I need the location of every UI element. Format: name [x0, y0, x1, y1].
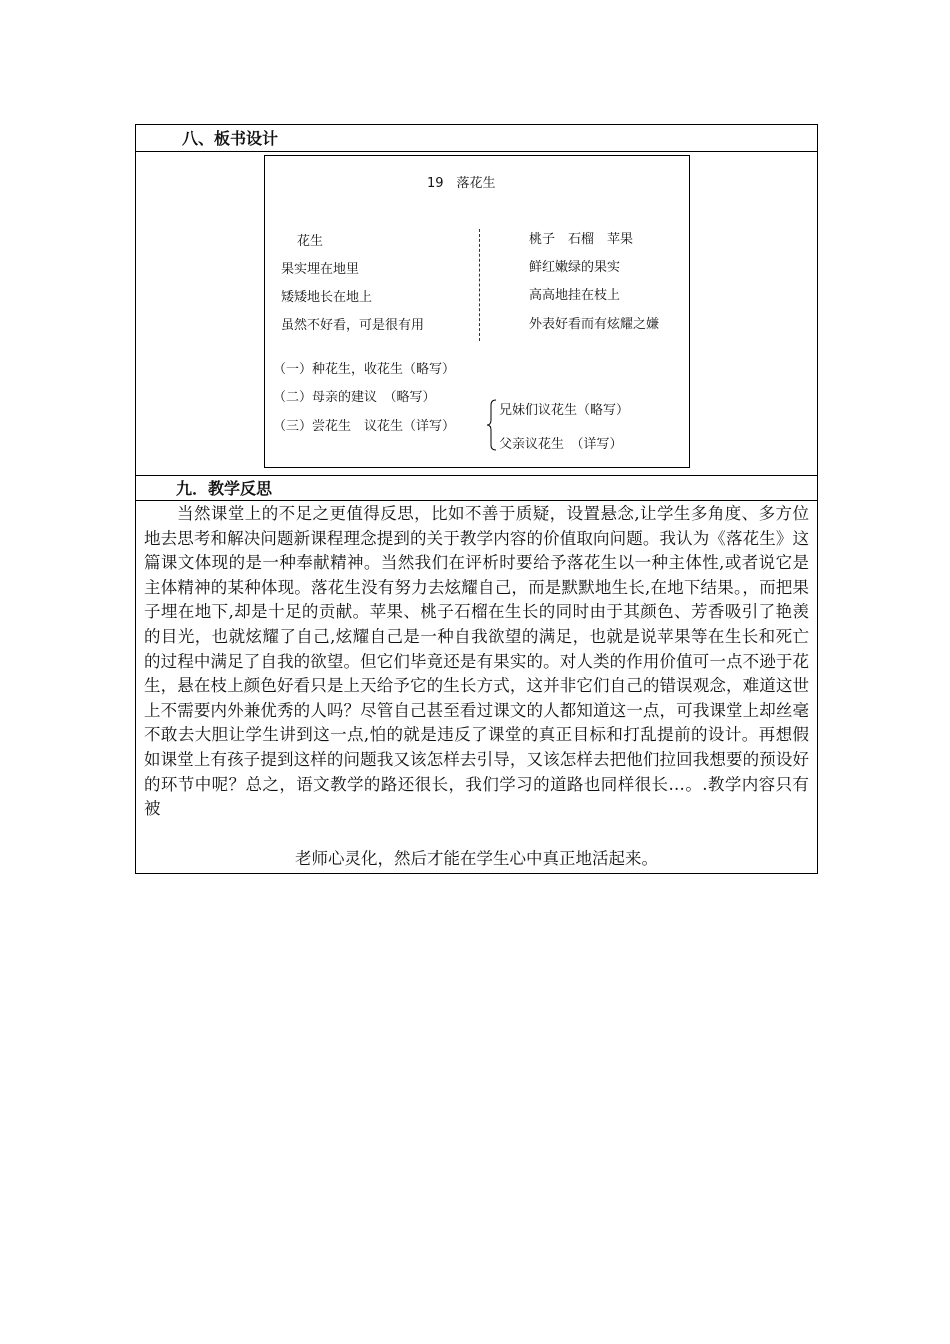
section8-header-divider	[136, 151, 817, 152]
section9-header-divider	[136, 500, 817, 501]
board-part: （二）母亲的建议 （略写）	[273, 390, 436, 405]
lesson-plan-table	[135, 124, 818, 874]
board-title: 19 落花生	[427, 176, 496, 191]
board-part: （一）种花生，收花生（略写）	[273, 362, 456, 377]
board-left-line: 矮矮地长在地上	[281, 290, 373, 305]
board-right-line: 外表好看而有炫耀之嫌	[529, 317, 660, 332]
section9-top-divider	[136, 475, 817, 476]
board-part: （三）尝花生 议花生（详写）	[273, 419, 456, 434]
blackboard-design	[264, 155, 690, 468]
reflection-last-line: 老师心灵化，然后才能在学生心中真正地活起来。	[295, 849, 658, 868]
board-right-line: 桃子 石榴 苹果	[529, 232, 634, 247]
board-right-line: 鲜红嫩绿的果实	[529, 260, 621, 275]
board-right-line: 高高地挂在枝上	[529, 288, 621, 303]
curly-brace-icon	[487, 399, 497, 451]
section8-title: 八、板书设计	[182, 129, 279, 148]
board-left-line: 花生	[297, 234, 324, 249]
board-dashed-divider	[479, 229, 480, 341]
board-left-line: 虽然不好看，可是很有用	[281, 318, 425, 333]
board-sub-part: 兄妹们议花生（略写）	[499, 403, 630, 418]
reflection-paragraph: 当然课堂上的不足之更值得反思，比如不善于质疑，设置悬念,让学生多角度、多方位地去思考和解决问题新课程理念提到的关于教学内容的价值取向问题。我认为《落花生》这篇课文体现的是一种奉献精神。当然我们在评析时要给予落花生以一种主体性,或者说它是主体精神的某种体现。落花生没有努力去炫耀自己，而是默默地生长,在地下结果。，而把果子埋在地下,却是十足的贡献。苹果、桃子石榴在生长的同时由于其颜色、芳香吸引了艳羡的目光，也就炫耀了自己,炫耀自己是一种自我欲望的满足，也就是说苹果等在生长和死亡的过程中满足了自我的欲望。但它们毕竟还是有果实的。对人类的作用价值可一点不逊于花生，悬在枝上颜色好看只是上天给予它的生长方式，这并非它们自己的错误观念，难道这世上不需要内外兼优秀的人吗？尽管自己甚至看过课文的人都知道这一点，可我课堂上却丝毫不敢去大胆让学生讲到这一点,怕的就是违反了课堂的真正目标和打乱提前的设计。再想假如课堂上有孩子提到这样的问题我又该怎样去引导，又该怎样去把他们拉回我想要的预设好的环节中呢？总之，语文教学的路还很长，我们学习的道路也同样很长…。.教学内容只有被	[144, 504, 809, 819]
board-left-line: 果实埋在地里	[281, 262, 360, 277]
section9-title: 九．教学反思	[176, 479, 273, 498]
board-sub-part: 父亲议花生 （详写）	[499, 437, 623, 452]
